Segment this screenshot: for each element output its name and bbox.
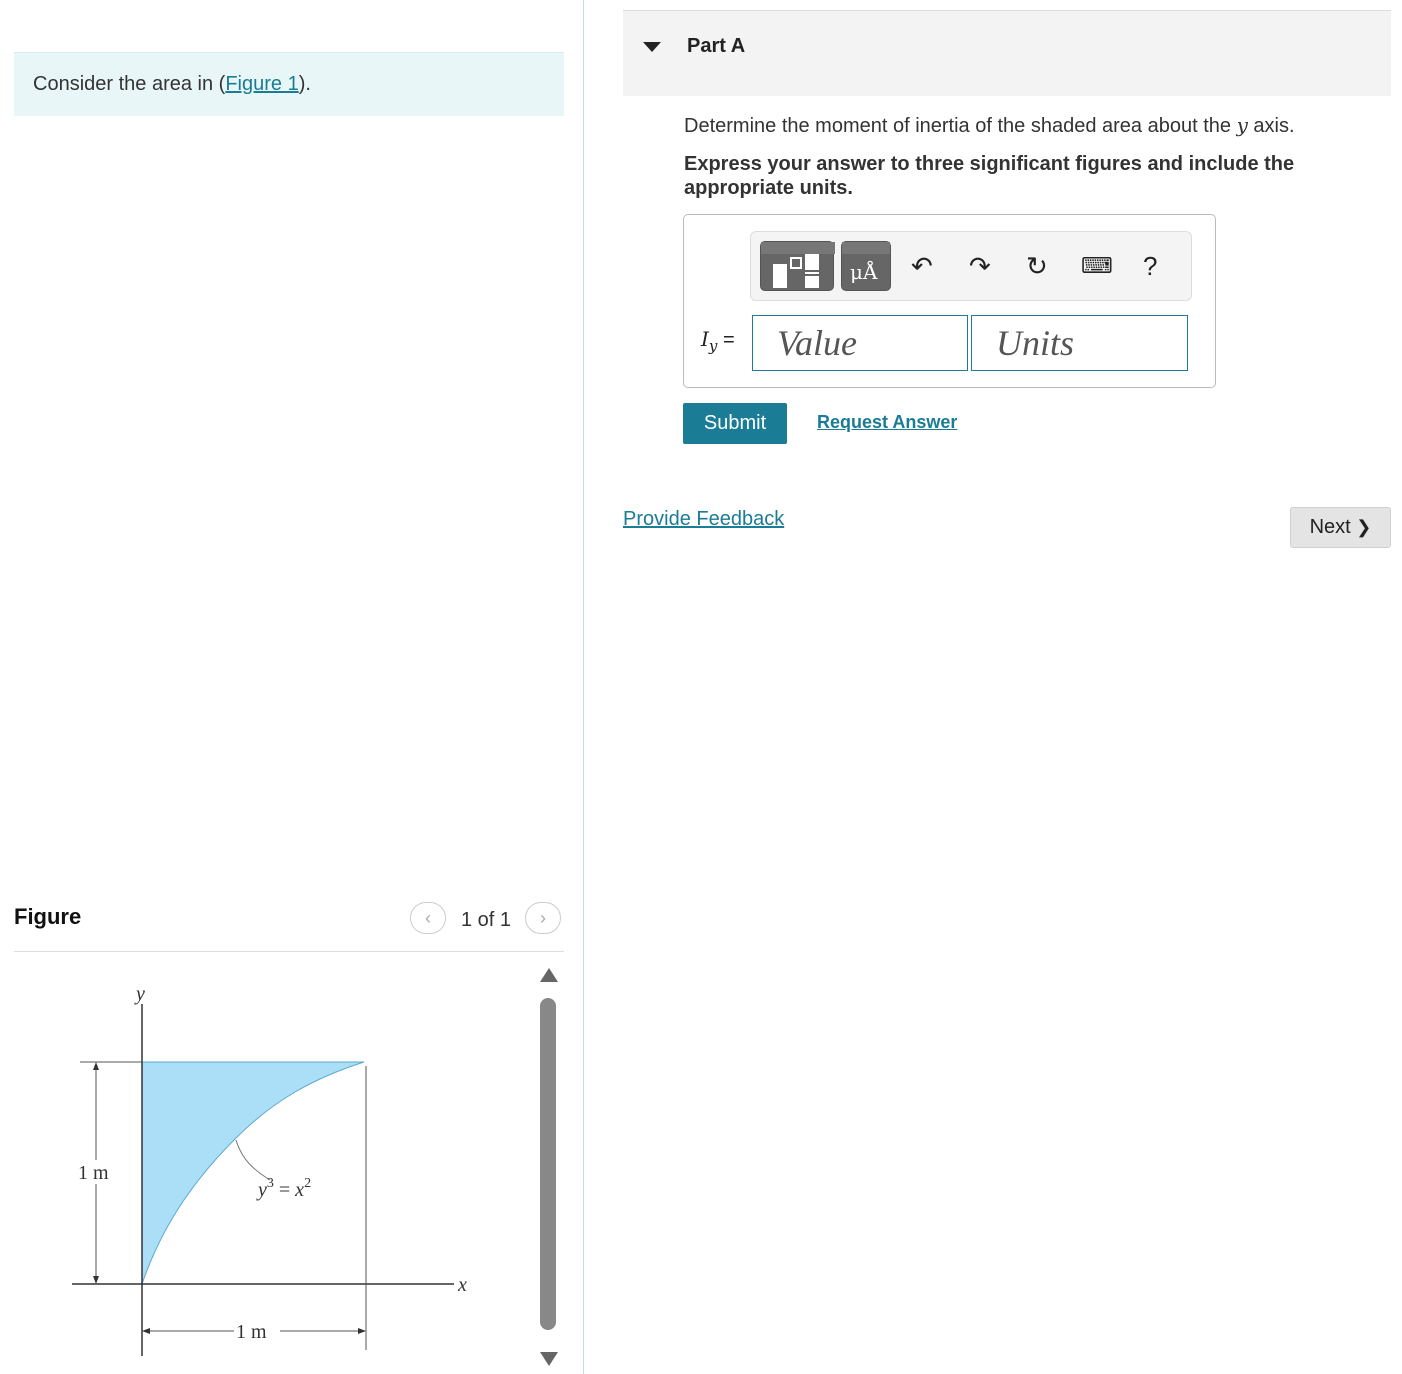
- question-pre: Determine the moment of inertia of the shaded area about the: [684, 115, 1237, 137]
- units-button[interactable]: [841, 241, 891, 291]
- height-arrow-bottom: [93, 1276, 99, 1284]
- intro-box: [14, 52, 564, 116]
- part-title: Part A: [687, 35, 746, 57]
- templates-icon: [761, 242, 835, 292]
- answer-label: [701, 327, 735, 355]
- curve-base-x: x: [295, 1179, 305, 1201]
- scrollbar-thumb[interactable]: [540, 998, 556, 1330]
- submit-button[interactable]: Submit: [683, 403, 787, 444]
- question-var: y: [1236, 113, 1248, 137]
- answer-label-eq: =: [717, 329, 735, 351]
- chevron-left-icon: ‹: [425, 908, 431, 928]
- figure-diagram: [14, 960, 564, 1374]
- caret-down-icon: [643, 42, 661, 52]
- question-text: [684, 113, 1295, 138]
- redo-icon[interactable]: ↷: [969, 251, 991, 281]
- shaded-area: [142, 1062, 364, 1284]
- curve-exp-y: 3: [266, 1176, 274, 1191]
- provide-feedback-link[interactable]: Provide Feedback: [623, 508, 785, 530]
- height-arrow-top: [93, 1062, 99, 1070]
- chevron-right-icon: ›: [540, 908, 546, 928]
- figure-link[interactable]: Figure 1: [225, 73, 299, 95]
- answer-label-main: I: [701, 327, 709, 351]
- help-icon[interactable]: ?: [1143, 251, 1158, 281]
- curve-exp-x: 2: [304, 1176, 312, 1191]
- next-label: Next: [1309, 516, 1351, 538]
- keyboard-icon[interactable]: ⌨: [1081, 253, 1113, 278]
- width-arrow-right: [358, 1328, 366, 1334]
- figure-title: Figure: [14, 904, 82, 929]
- figure-pager-count: 1 of 1: [461, 909, 512, 931]
- undo-icon[interactable]: ↶: [911, 251, 933, 281]
- math-toolbar: [750, 231, 1192, 301]
- instruction-text: Express your answer to three significant figures and include the appropriate units.: [684, 153, 1295, 199]
- request-answer-link[interactable]: Request Answer: [817, 412, 958, 432]
- height-label: 1 m: [78, 1162, 109, 1184]
- answer-box: [683, 214, 1216, 388]
- templates-button[interactable]: [760, 241, 834, 291]
- question-post: axis.: [1247, 115, 1295, 137]
- curve-equation: [256, 1176, 311, 1201]
- value-input[interactable]: Value: [752, 315, 968, 371]
- width-arrow-left: [142, 1328, 150, 1334]
- figure-next-button[interactable]: [525, 902, 561, 934]
- scroll-down-arrow[interactable]: [540, 1352, 558, 1366]
- part-a-header[interactable]: [623, 10, 1391, 96]
- units-input[interactable]: Units: [971, 315, 1188, 371]
- panel-divider: [583, 0, 584, 1374]
- intro-prefix: Consider the area in (: [33, 73, 226, 95]
- width-label: 1 m: [236, 1321, 267, 1343]
- next-button[interactable]: [1290, 507, 1391, 548]
- figure-prev-button[interactable]: [410, 902, 446, 934]
- figure-header: [14, 900, 564, 952]
- x-axis-label: x: [458, 1274, 467, 1296]
- scroll-up-arrow[interactable]: [540, 968, 558, 982]
- curve-eq: =: [273, 1179, 296, 1201]
- units-label: μÅ: [850, 260, 878, 284]
- reset-icon[interactable]: ↻: [1026, 251, 1048, 281]
- intro-suffix: ).: [298, 73, 311, 95]
- y-axis-label: y: [136, 983, 145, 1005]
- left-panel: [0, 0, 583, 1374]
- curve-leader: [236, 1140, 270, 1180]
- answer-label-sub: y: [708, 337, 718, 355]
- curve-base-y: y: [258, 1179, 267, 1201]
- chevron-right-icon: ❯: [1356, 517, 1372, 537]
